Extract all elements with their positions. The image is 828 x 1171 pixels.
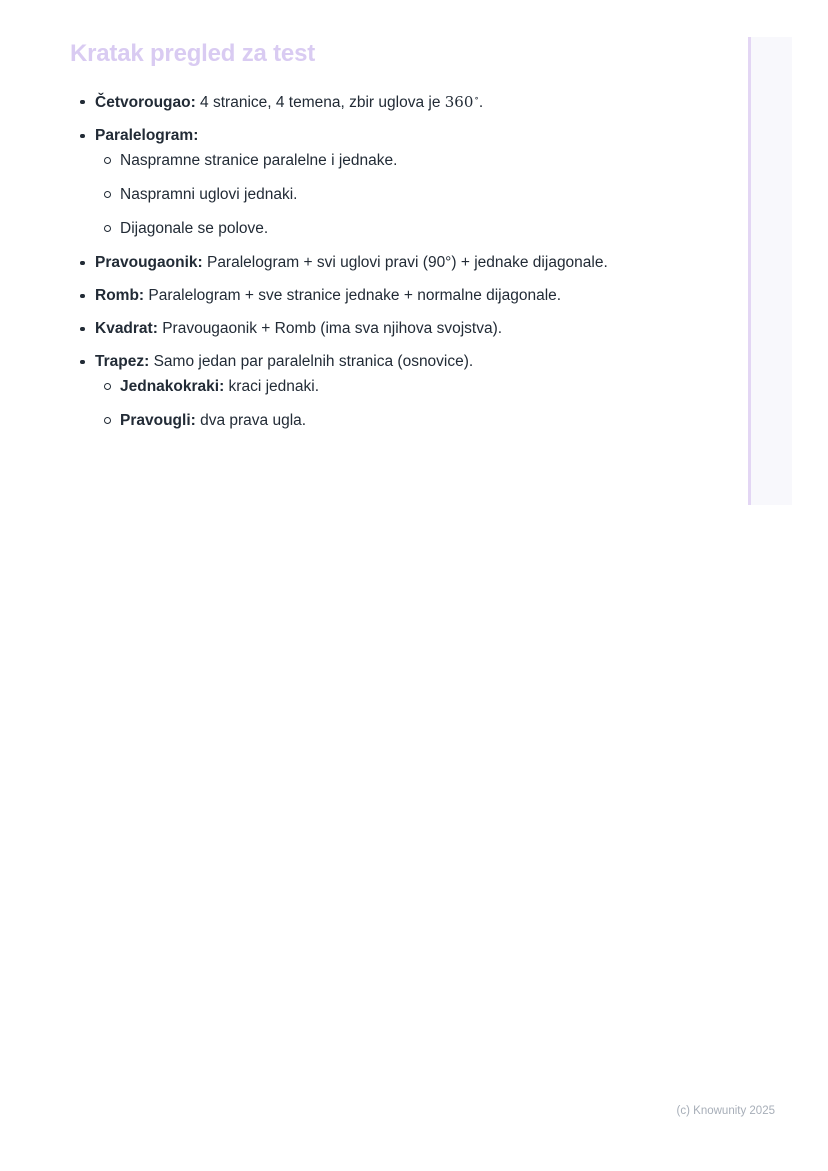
sub-list-item (120, 217, 625, 241)
term-text: Paralelogram + svi uglovi pravi (90°) + jednake dijagonale. (202, 253, 608, 271)
sub-term-label: Jednakokraki: (120, 377, 225, 395)
term-label: Četvorougao: (95, 93, 196, 111)
term-label: Paralelogram: (95, 126, 199, 144)
sub-text: Naspramne stranice paralelne i jednake. (120, 151, 398, 169)
list-item-romb (95, 284, 625, 308)
sub-list-item (120, 183, 625, 207)
copyright-footer: (c) Knowunity 2025 (676, 1105, 775, 1117)
sub-text: dva prava ugla. (195, 411, 307, 429)
term-text: Pravougaonik + Romb (ima sva njihova svojstva). (157, 319, 503, 337)
term-text: 4 stranice, 4 temena, zbir uglova je (195, 93, 445, 111)
sub-text: kraci jednaki. (224, 377, 320, 395)
sub-term-label: Pravougli: (120, 411, 196, 429)
list-item-kvadrat (95, 317, 625, 341)
list-item-paralelogram (95, 124, 625, 241)
sub-text: Dijagonale se polove. (120, 219, 269, 237)
list-item-cetvorougao (95, 90, 625, 115)
page-edge-accent (748, 37, 792, 505)
term-label: Romb: (95, 286, 145, 304)
sentence-end: . (478, 93, 484, 111)
term-text: Samo jedan par paralelnih stranica (osnovice). (149, 352, 474, 370)
sub-list-item (120, 149, 625, 173)
degree-symbol: ∘ (474, 93, 479, 104)
sub-text: Naspramni uglovi jednaki. (120, 185, 298, 203)
overview-list (70, 90, 625, 433)
term-label: Pravougaonik: (95, 253, 203, 271)
list-item-pravougaonik (95, 251, 625, 275)
page-title: Kratak pregled za test (70, 40, 316, 67)
sub-list (95, 375, 625, 433)
sub-list-item (120, 409, 625, 433)
sub-list (95, 149, 625, 241)
term-text: Paralelogram + sve stranice jednake + normalne dijagonale. (144, 286, 562, 304)
list-item-trapez (95, 350, 625, 433)
sub-list-item (120, 375, 625, 399)
term-label: Trapez: (95, 352, 150, 370)
term-label: Kvadrat: (95, 319, 158, 337)
math-value: 360 (444, 92, 474, 111)
